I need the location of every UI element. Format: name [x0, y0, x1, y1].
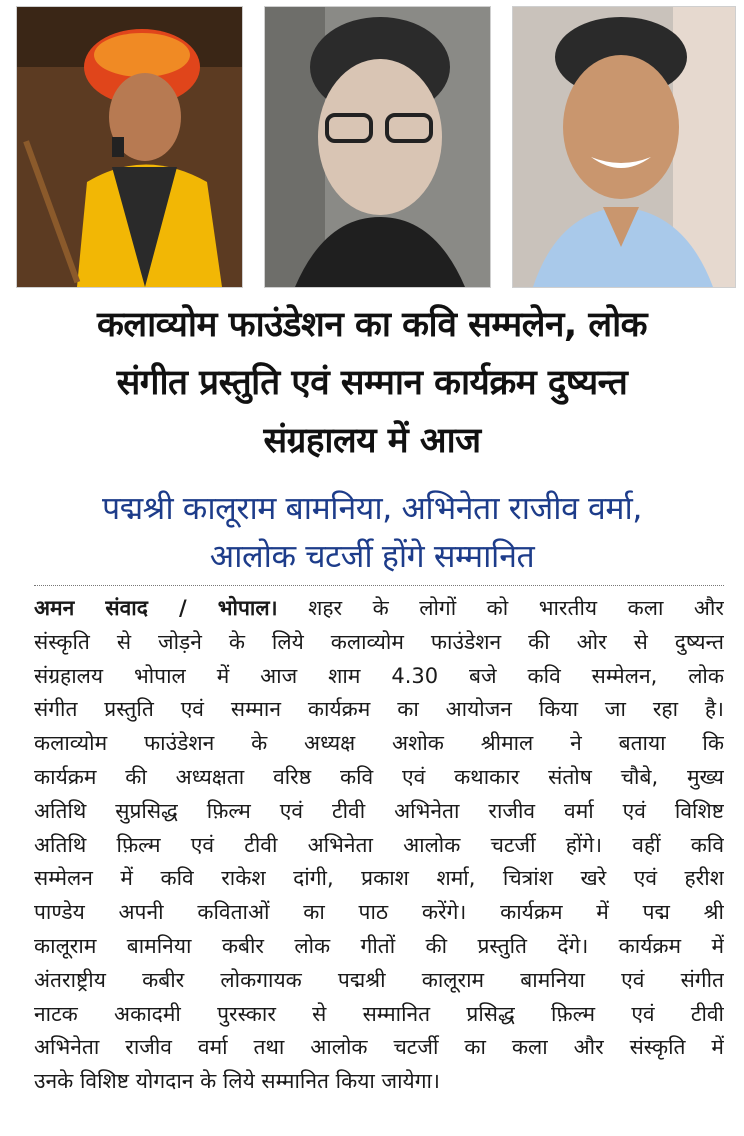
article-line: उनके विशिष्ट योगदान के लिये सम्मानित किया जायेगा।: [34, 1069, 440, 1094]
photo-row: [0, 0, 744, 290]
headline-line-2: संगीत प्रस्तुति एवं सम्मान कार्यक्रम दुष्यन्त: [116, 363, 628, 403]
article-line: अमन संवाद / भोपाल। शहर के लोगों को भारतीय कला और: [34, 596, 724, 620]
divider: [34, 585, 724, 586]
article-line: नाटक अकादमी पुरस्कार से सम्मानित प्रसिद्ध फ़िल्म एवं टीवी: [34, 1001, 724, 1026]
article-line: संग्रहालय भोपाल में आज शाम 4.30 बजे कवि सम्मेलन, लोक: [34, 663, 724, 688]
article-line: अंतराष्ट्रीय कबीर लोकगायक पद्मश्री कालूराम बामनिया एवं संगीत: [34, 967, 724, 992]
article-line: सम्मेलन में कवि राकेश दांगी, प्रकाश शर्मा, चित्रांश खरे एवं हरीश: [34, 866, 724, 891]
article-line: कालूराम बामनिया कबीर लोक गीतों की प्रस्तुति देंगे। कार्यक्रम में: [34, 933, 724, 958]
subheadline-line-2: आलोक चटर्जी होंगे सम्मानित: [209, 537, 535, 575]
article-body: [34, 592, 724, 1099]
headline-line-1: कलाव्योम फाउंडेशन का कवि सम्मलेन, लोक: [96, 305, 648, 345]
article-line: पाण्डेय अपनी कविताओं का पाठ करेंगे। कार्यक्रम में पद्म श्री: [34, 900, 724, 925]
actor-smiling-image: [513, 7, 735, 287]
headline-line-3: संग्रहालय में आज: [263, 421, 481, 461]
actor-portrait-image: [265, 7, 490, 287]
article-line: अभिनेता राजीव वर्मा तथा आलोक चटर्जी का कला और संस्कृति में: [34, 1035, 724, 1060]
article-line: अतिथि सुप्रसिद्ध फ़िल्म एवं टीवी अभिनेता राजीव वर्मा एवं विशिष्ट: [34, 798, 724, 823]
article-line: संगीत प्रस्तुति एवं सम्मान कार्यक्रम का आयोजन किया जा रहा है।: [34, 697, 724, 722]
dateline: अमन संवाद / भोपाल।: [34, 596, 278, 620]
article-line: कलाव्योम फाउंडेशन के अध्यक्ष अशोक श्रीमाल ने बताया कि: [34, 731, 724, 756]
headline: [20, 296, 724, 470]
photo-kaluram-bamaniya: [16, 6, 243, 288]
article-line: संस्कृति से जोड़ने के लिये कलाव्योम फाउंडेशन की ओर से दुष्यन्त: [34, 629, 724, 654]
article-line: कार्यक्रम की अध्यक्षता वरिष्ठ कवि एवं कथाकार संतोष चौबे, मुख्य: [34, 764, 724, 789]
photo-rajeev-verma: [264, 6, 491, 288]
subheadline: [20, 484, 724, 580]
article-line: अतिथि फ़िल्म एवं टीवी अभिनेता आलोक चटर्जी होंगे। वहीं कवि: [34, 832, 724, 857]
subheadline-line-1: पद्मश्री कालूराम बामनिया, अभिनेता राजीव वर्मा,: [102, 489, 642, 527]
folk-singer-image: [17, 7, 242, 287]
photo-alok-chatterjee: [512, 6, 736, 288]
